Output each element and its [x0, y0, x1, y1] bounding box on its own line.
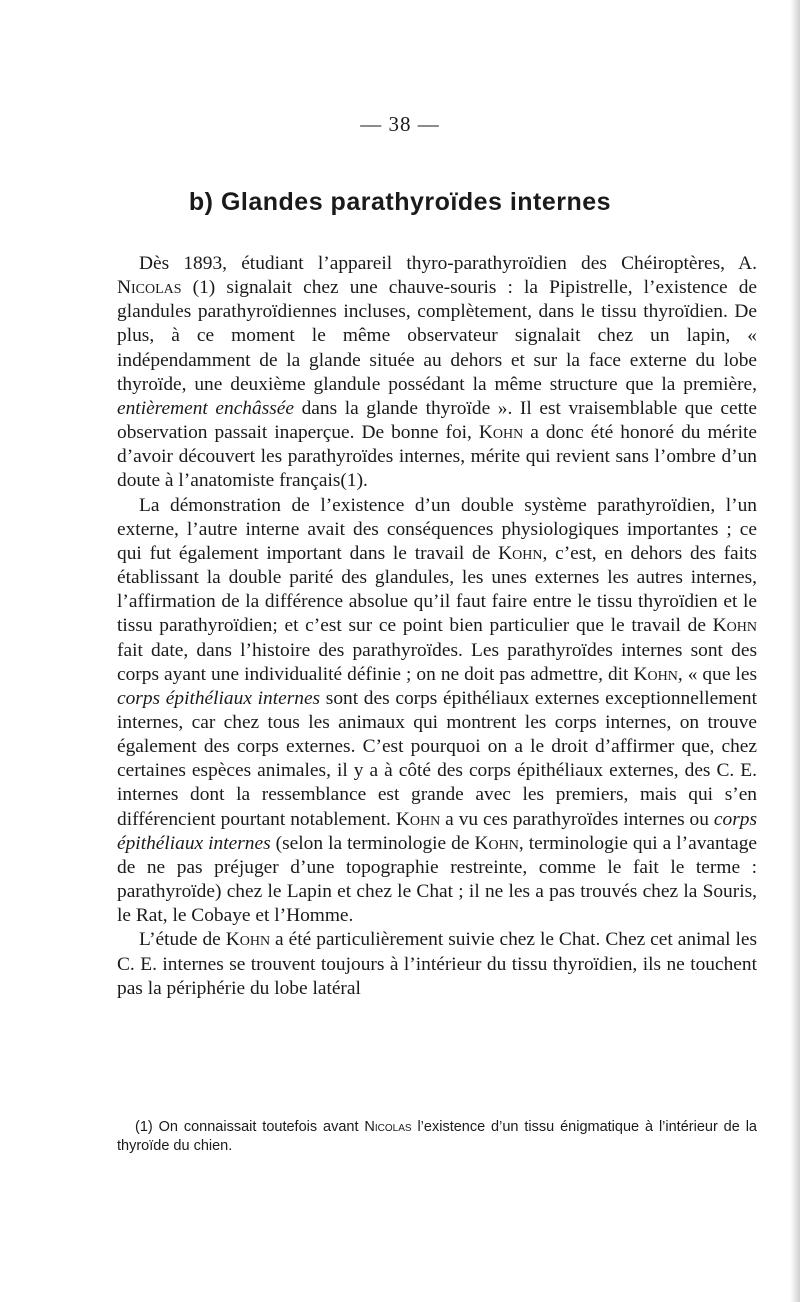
author-name: Kohn: [712, 615, 757, 637]
footnote: [117, 1118, 757, 1156]
text-run: (selon la terminologie de: [270, 832, 475, 854]
text-run: (1) signalait chez une chauve-souris : la Pipistrelle, l’existence de glandules parathyroïdiennes incluses, complètement, dans le tissu thyroïdien. De plus, à ce moment le même observateur signalait chez un lapin, « indépendamment de la glande située au dehors et sur la face externe du lobe thyroïde, une deuxième glandule possédant la même structure que la première,: [117, 277, 757, 395]
author-name: Kohn: [395, 808, 441, 830]
author-name: Nicolas: [364, 1119, 412, 1135]
paragraph-3: [117, 928, 757, 1000]
text-run: a donc été honoré du mérite d’avoir découvert les parathyroïdes internes, mérite qui revient sans l’ombre d’un doute à l’anatomiste français(1).: [117, 422, 758, 492]
author-name: Kohn: [498, 542, 543, 564]
footnote-text: [117, 1118, 757, 1156]
text-run: fait date, dans l’histoire des parathyroïdes. Les parathyroïdes internes sont des corps ayant une individualité définie ; on ne doit pas admettre, dit: [117, 639, 757, 685]
italic-text: corps épithéliaux internes: [117, 687, 321, 709]
author-name: Kohn: [633, 663, 678, 685]
text-run: Dès 1893, étudiant l’appareil thyro-parathyroïdien des Chéiroptères, A.: [139, 253, 757, 274]
text-run: (1) On connaissait toutefois avant: [135, 1119, 365, 1135]
text-run: a vu ces parathyroïdes internes ou: [440, 808, 714, 830]
author-name: Kohn: [474, 832, 519, 854]
italic-text: entièrement enchâssée: [117, 397, 294, 419]
author-name: Nicolas: [117, 277, 182, 299]
page-number: — 38 —: [360, 112, 440, 136]
italic-text: corps épithéliaux internes: [117, 808, 757, 854]
section-heading-prefix: b): [188, 188, 214, 216]
text-run: a été particulièrement suivie chez le Chat. Chez cet animal les C. E. internes se trouvent toujours à l’intérieur du tissu thyroïdien, ils ne touchent pas la périphérie du lobe latéral: [117, 929, 757, 999]
author-name: Kohn: [225, 929, 271, 951]
text-run: L’étude de: [139, 929, 226, 951]
text-run: dans la glande thyroïde ». Il est vraisemblable que cette observation passait inaperçue. De bonne foi,: [117, 397, 757, 444]
text-run: sont des corps épithéliaux externes exceptionnellement internes, car chez tous les animaux qui montrent les corps internes, on trouve également des corps externes. C’est pourquoi on a le droit d’affirmer que, chez certaines espèces animales, il y a à côté des corps épithéliaux externes, des C. E. internes dont la ressemblance est grande avec les premiers, mais qui s’en différencient pourtant notablement.: [117, 687, 757, 830]
paragraph-2: [117, 494, 757, 929]
paragraph-1: [117, 252, 757, 494]
section-heading: [0, 188, 800, 217]
text-run: , « que les: [677, 663, 758, 685]
text-run: La démonstration de l’existence d’un double système parathyroïdien, l’un externe, l’autre interne avait des conséquences physiologiques importantes ; ce qui fut également important dans le travail de: [117, 494, 757, 564]
text-run: , terminologie qui a l’avantage de ne pas préjuger d’une topographie restreinte, comme le fait le terme : parathyroïde) chez le Lapin et chez le Chat ; il ne les a pas trouvés chez la Souris, le Rat, le Cobaye et l’Homme.: [117, 832, 757, 927]
author-name: Kohn: [478, 422, 524, 444]
body-text: [117, 252, 757, 1001]
section-heading-title: Glandes parathyroïdes internes: [220, 188, 612, 216]
text-run: l’existence d’un tissu énigmatique à l’intérieur de la thyroïde du chien.: [117, 1119, 757, 1154]
text-run: , c’est, en dehors des faits établissant la double parité des glandules, les unes externes les autres internes, l’affirmation de la différence absolue qu’il faut faire entre le tissu thyroïdien et le tissu parathyroïdien; et c’est sur ce point bien particulier que le travail de: [117, 542, 757, 637]
